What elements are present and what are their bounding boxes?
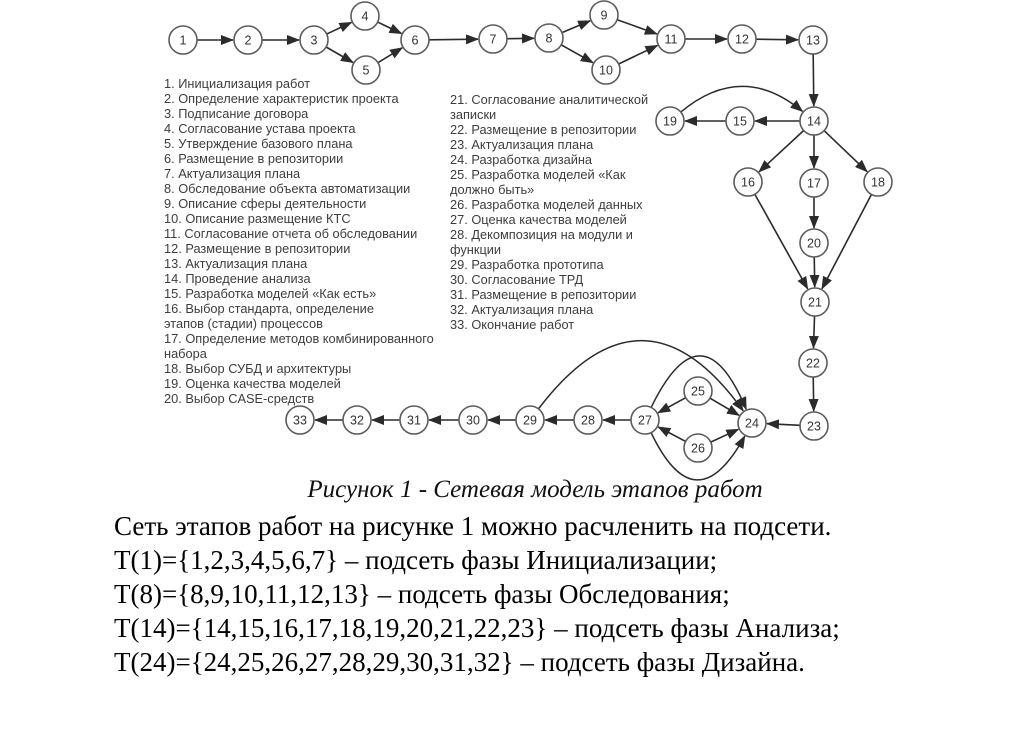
legend-line: 30. Согласование ТРД <box>450 272 584 287</box>
legend-line: 26. Разработка моделей данных <box>450 197 643 212</box>
node-number: 19 <box>663 114 677 129</box>
legend-line: 25. Разработка моделей «Как <box>450 167 626 182</box>
legend-line: 4. Согласование устава проекта <box>164 121 356 136</box>
diagram-node-32 <box>343 406 371 434</box>
legend-line: 22. Размещение в репозитории <box>450 122 637 137</box>
node-number: 31 <box>407 413 421 428</box>
node-number: 24 <box>745 416 759 431</box>
node-number: 32 <box>350 413 364 428</box>
diagram-node-14 <box>800 107 828 135</box>
legend-line: 11. Согласование отчета об обследовании <box>164 226 418 241</box>
body-text <box>114 509 840 679</box>
diagram-node-27 <box>631 406 659 434</box>
diagram-node-1 <box>169 26 197 54</box>
diagram-edge <box>814 257 815 287</box>
subnet-line-4: Т(24)={24,25,26,27,28,29,30,31,32} – подсеть фазы Дизайна. <box>114 647 805 677</box>
node-number: 23 <box>807 419 821 434</box>
diagram-node-29 <box>516 406 544 434</box>
diagram-node-16 <box>734 168 762 196</box>
legend-line: должно быть» <box>450 182 535 197</box>
diagram-edge <box>619 45 658 64</box>
node-number: 20 <box>807 236 821 251</box>
node-number: 1 <box>179 33 187 48</box>
legend-line: 8. Обследование объекта автоматизации <box>164 181 411 196</box>
node-number: 28 <box>581 413 595 428</box>
node-number: 2 <box>244 33 252 48</box>
node-number: 16 <box>741 175 755 190</box>
node-number: 14 <box>807 114 821 129</box>
diagram-edge <box>617 20 657 34</box>
paragraph-intro: Сеть этапов работ на рисунке 1 можно расчленить на подсети. <box>114 511 832 541</box>
legend-line: 20. Выбор CASE-средств <box>164 391 315 406</box>
legend-line: 31. Размещение в репозитории <box>450 287 637 302</box>
legend-line: 17. Определение методов комбинированного <box>164 331 434 346</box>
diagram-node-17 <box>800 169 828 197</box>
node-number: 29 <box>523 413 537 428</box>
legend-line: 18. Выбор СУБД и архитектуры <box>164 361 352 376</box>
diagram-node-11 <box>657 25 685 53</box>
node-number: 7 <box>489 32 497 47</box>
legend-line: 27. Оценка качества моделей <box>450 212 627 227</box>
legend-line: 7. Актуализация плана <box>164 166 301 181</box>
node-number: 9 <box>600 8 608 23</box>
legend-line: 9. Описание сферы деятельности <box>164 196 367 211</box>
diagram-edge <box>658 427 685 441</box>
diagram-edge <box>378 22 402 33</box>
legend-line: 19. Оценка качества моделей <box>164 376 341 391</box>
diagram-edge <box>327 22 352 34</box>
node-number: 15 <box>733 114 747 129</box>
node-number: 13 <box>806 33 820 48</box>
diagram-node-2 <box>234 26 262 54</box>
legend-line: 21. Согласование аналитической <box>450 92 649 107</box>
diagram-node-9 <box>590 1 618 29</box>
legend-line: 14. Проведение анализа <box>164 271 311 286</box>
diagram-node-28 <box>574 406 602 434</box>
legend-line: 23. Актуализация плана <box>450 137 594 152</box>
diagram-node-21 <box>801 288 829 316</box>
diagram-edge <box>429 39 478 40</box>
diagram-edge <box>813 377 814 411</box>
figure-caption: Рисунок 1 - Сетевая модель этапов работ <box>307 476 763 503</box>
diagram-node-24 <box>738 409 766 437</box>
diagram-node-6 <box>401 26 429 54</box>
legend-line: набора <box>164 346 207 361</box>
legend-line: этапов (стадии) процессов <box>164 316 323 331</box>
diagram-node-30 <box>459 406 487 434</box>
diagram-edge <box>824 131 867 172</box>
diagram-edge <box>759 131 804 172</box>
node-number: 33 <box>293 413 307 428</box>
node-number: 27 <box>638 413 652 428</box>
subnet-line-1: Т(1)={1,2,3,4,5,6,7} – подсеть фазы Инициализации; <box>114 545 718 575</box>
diagram-node-31 <box>400 406 428 434</box>
diagram-node-23 <box>800 412 828 440</box>
diagram-edge <box>813 54 814 106</box>
subnet-line-2: Т(8)={8,9,10,11,12,13} – подсеть фазы Обследования; <box>114 579 730 609</box>
legend-line: записки <box>450 107 497 122</box>
legend-column-left <box>164 76 434 406</box>
legend-column-right <box>450 92 648 332</box>
node-number: 21 <box>808 295 822 310</box>
diagram-edge <box>767 424 800 426</box>
legend-line: 12. Размещение в репозитории <box>164 241 351 256</box>
legend-line: 1. Инициализация работ <box>164 76 311 91</box>
legend-line: 24. Разработка дизайна <box>450 152 593 167</box>
legend-line: 3. Подписание договора <box>164 106 309 121</box>
legend-line: 5. Утверждение базового плана <box>164 136 353 151</box>
diagram-edge <box>326 47 353 63</box>
node-number: 10 <box>599 63 613 78</box>
subnet-line-3: Т(14)={14,15,16,17,18,19,20,21,22,23} – подсеть фазы Анализа; <box>114 613 840 643</box>
legend-line: 29. Разработка прототипа <box>450 257 604 272</box>
diagram-node-15 <box>726 107 754 135</box>
diagram-edge <box>711 429 739 442</box>
node-number: 5 <box>362 63 370 78</box>
diagram-edge <box>813 316 814 348</box>
diagram-edge <box>561 45 593 63</box>
diagram-node-8 <box>535 24 563 52</box>
node-number: 30 <box>466 413 480 428</box>
node-number: 3 <box>310 33 318 48</box>
diagram-node-20 <box>800 229 828 257</box>
diagram-node-7 <box>479 25 507 53</box>
node-number: 26 <box>691 441 705 456</box>
diagram-node-13 <box>799 26 827 54</box>
diagram-node-33 <box>286 406 314 434</box>
diagram-node-10 <box>592 56 620 84</box>
legend-line: 6. Размещение в репозитории <box>164 151 344 166</box>
legend-line: функции <box>450 242 502 257</box>
legend-line: 33. Окончание работ <box>450 317 575 332</box>
diagram-edge <box>756 39 798 40</box>
diagram-node-19 <box>656 107 684 135</box>
diagram-node-3 <box>300 26 328 54</box>
diagram-edge <box>658 398 686 413</box>
node-number: 17 <box>807 176 821 191</box>
legend-line: 16. Выбор стандарта, определение <box>164 301 374 316</box>
legend-line: 32. Актуализация плана <box>450 302 594 317</box>
diagram-node-18 <box>864 168 892 196</box>
node-number: 11 <box>664 32 678 47</box>
legend-line: 2. Определение характеристик проекта <box>164 91 399 106</box>
node-number: 12 <box>735 32 749 47</box>
diagram-node-25 <box>684 377 712 405</box>
node-number: 6 <box>411 33 419 48</box>
diagram-node-26 <box>684 434 712 462</box>
node-number: 4 <box>361 9 369 24</box>
legend-line: 10. Описание размещение КТС <box>164 211 351 226</box>
diagram-node-4 <box>351 2 379 30</box>
diagram-edge <box>378 48 402 63</box>
legend-line: 13. Актуализация плана <box>164 256 308 271</box>
node-number: 22 <box>806 356 820 371</box>
diagram-edge <box>822 194 872 288</box>
diagram-node-22 <box>799 349 827 377</box>
node-number: 8 <box>545 31 553 46</box>
legend-line: 15. Разработка моделей «Как есть» <box>164 286 377 301</box>
node-number: 25 <box>691 384 705 399</box>
legend-line: 28. Декомпозиция на модули и <box>450 227 633 242</box>
node-number: 18 <box>871 175 885 190</box>
diagram-edge <box>562 21 590 33</box>
diagram-node-12 <box>728 25 756 53</box>
